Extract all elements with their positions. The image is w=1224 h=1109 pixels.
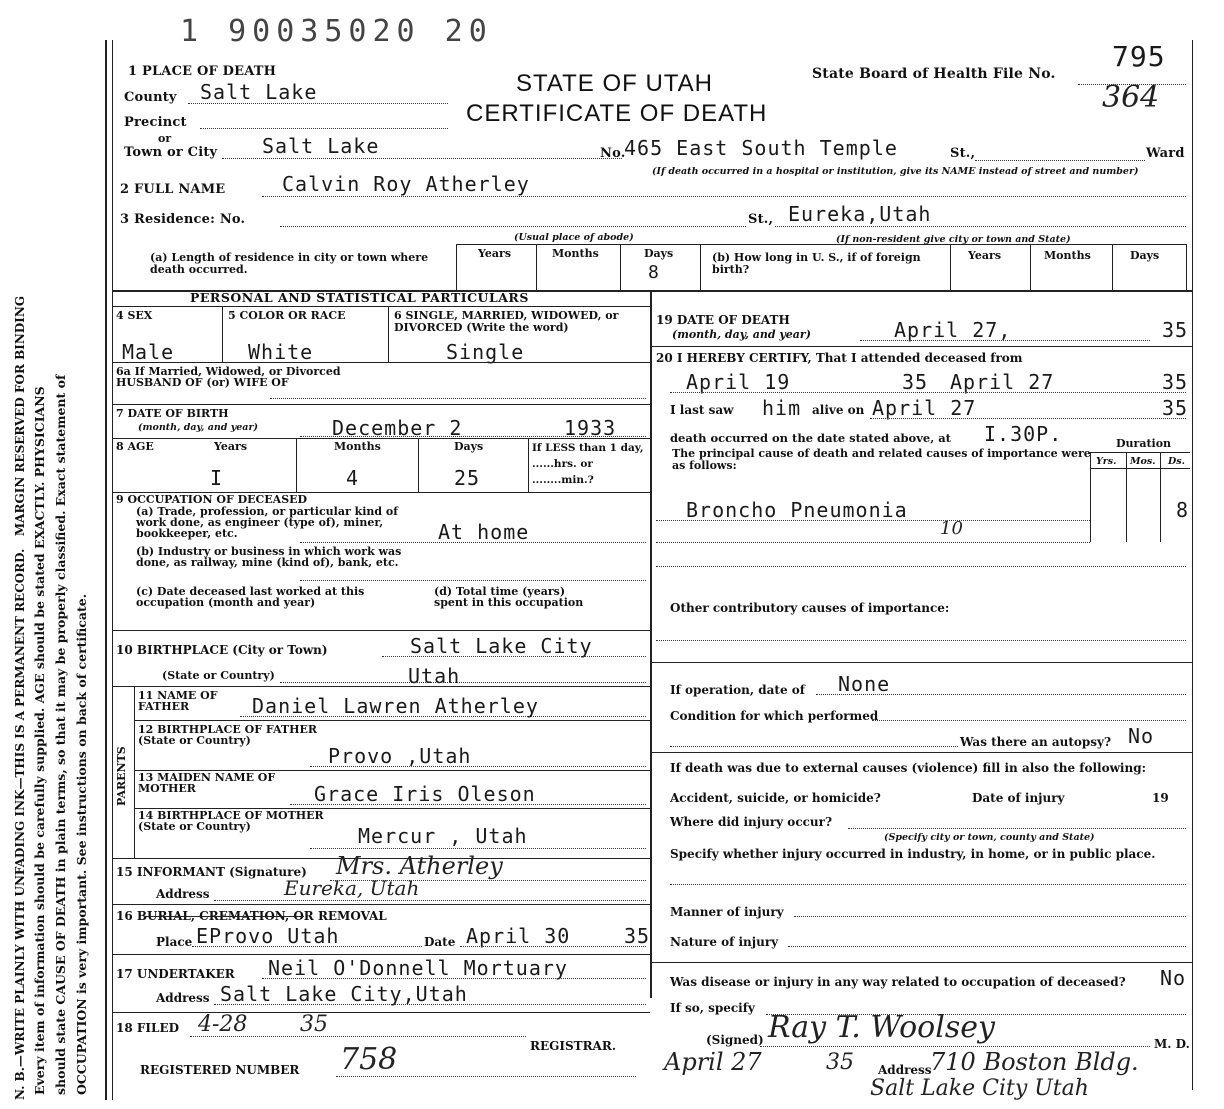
race-value[interactable]: White bbox=[248, 340, 314, 364]
occupation-value[interactable]: At home bbox=[438, 520, 530, 544]
age-months[interactable]: 4 bbox=[346, 466, 360, 490]
alive-on-year[interactable]: 35 bbox=[1162, 396, 1189, 420]
physician-signature[interactable]: Ray T. Woolsey bbox=[768, 1010, 995, 1045]
dob-value[interactable]: December 2 bbox=[332, 416, 463, 440]
filed-date[interactable]: 4-28 bbox=[198, 1012, 248, 1037]
date-of-death[interactable]: April 27, bbox=[894, 318, 1012, 342]
occupation-related-value[interactable]: No bbox=[1160, 966, 1187, 990]
physician-city[interactable]: Salt Lake City Utah bbox=[870, 1076, 1089, 1101]
parents-label: PARENTS bbox=[115, 746, 128, 806]
attended-to[interactable]: April 27 bbox=[950, 370, 1055, 394]
column-divider bbox=[650, 290, 652, 998]
death-year[interactable]: 35 bbox=[1162, 318, 1189, 342]
primary-cause[interactable]: Broncho Pneumonia bbox=[686, 498, 908, 522]
county-label: County bbox=[124, 90, 177, 105]
father-birthplace[interactable]: Provo ,Utah bbox=[328, 744, 472, 768]
margin-instructions-3: OCCUPATION is very important. See instructions on back of certificate. bbox=[74, 593, 89, 1095]
full-name-label: 2 FULL NAME bbox=[120, 182, 226, 197]
hospital-note: (If death occurred in a hospital or institution, give its NAME instead of street and number) bbox=[652, 166, 1139, 177]
personal-heading: PERSONAL AND STATISTICAL PARTICULARS bbox=[190, 290, 529, 305]
margin-rule bbox=[105, 40, 107, 1100]
frame-left bbox=[112, 40, 113, 1100]
foreign-birth-label: (b) How long in U. S., if of foreign birth? bbox=[712, 251, 921, 276]
margin-instructions-2: should state CAUSE OF DEATH in plain terms, so that it may be properly classified. Exact statement of bbox=[53, 374, 68, 1095]
residence-days-value[interactable]: 8 bbox=[648, 262, 660, 283]
street-address[interactable]: 465 East South Temple bbox=[624, 136, 898, 160]
birth-state-value[interactable]: Utah bbox=[408, 664, 461, 688]
sex-value[interactable]: Male bbox=[122, 340, 175, 364]
county-value[interactable]: Salt Lake bbox=[200, 80, 318, 104]
father-name[interactable]: Daniel Lawren Atherley bbox=[252, 694, 539, 718]
age-years[interactable]: I bbox=[210, 466, 224, 490]
full-name-value[interactable]: Calvin Roy Atherley bbox=[282, 172, 530, 196]
undertaker-address[interactable]: Salt Lake City,Utah bbox=[220, 982, 468, 1006]
residence-value[interactable]: Eureka,Utah bbox=[788, 202, 932, 226]
birthplace-value[interactable]: Salt Lake City bbox=[410, 634, 593, 658]
length-residence-label: (a) Length of residence in city or town where death occurred. bbox=[150, 251, 429, 276]
physician-address[interactable]: 710 Boston Bldg. bbox=[930, 1048, 1139, 1076]
burial-place[interactable]: EProvo Utah bbox=[196, 924, 340, 948]
cause-code: 10 bbox=[940, 518, 963, 539]
dob-year[interactable]: 1933 bbox=[564, 416, 617, 440]
certificate-title: CERTIFICATE OF DEATH bbox=[466, 100, 768, 127]
town-value[interactable]: Salt Lake bbox=[262, 134, 380, 158]
file-no-label: State Board of Health File No. bbox=[812, 66, 1056, 82]
filed-year[interactable]: 35 bbox=[300, 1012, 328, 1037]
residence-label: 3 Residence: No. bbox=[120, 212, 246, 227]
signature-date[interactable]: April 27 bbox=[664, 1048, 762, 1076]
serial-number: 1 90035020 20 bbox=[180, 14, 493, 49]
state-title: STATE OF UTAH bbox=[516, 70, 713, 97]
frame-right bbox=[1192, 40, 1193, 1090]
file-no-handwritten: 364 bbox=[1102, 80, 1160, 115]
registered-number[interactable]: 758 bbox=[340, 1042, 398, 1077]
attended-to-year[interactable]: 35 bbox=[1162, 370, 1189, 394]
marital-value[interactable]: Single bbox=[446, 340, 525, 364]
cause-duration-days[interactable]: 8 bbox=[1176, 498, 1190, 522]
attended-from-year[interactable]: 35 bbox=[902, 370, 929, 394]
precinct-label: Precinct bbox=[124, 115, 187, 130]
attended-from[interactable]: April 19 bbox=[686, 370, 791, 394]
margin-instructions-1: Every item of information should be carefully supplied. AGE should be stated EXACTLY. PHYSICIANS bbox=[32, 386, 47, 1095]
informant-address[interactable]: Eureka, Utah bbox=[284, 876, 420, 900]
margin-warning: N. B.—WRITE PLAINLY WITH UNFADING INK—THIS IS A PERMANENT RECORD. MARGIN RESERVED FOR BINDING bbox=[13, 295, 27, 1100]
age-days[interactable]: 25 bbox=[454, 466, 481, 490]
informant-signature[interactable]: Mrs. Atherley bbox=[336, 852, 503, 880]
alive-on-date[interactable]: April 27 bbox=[872, 396, 977, 420]
burial-year[interactable]: 35 bbox=[624, 924, 651, 948]
time-of-death[interactable]: I.30P. bbox=[984, 422, 1063, 446]
burial-date[interactable]: April 30 bbox=[466, 924, 571, 948]
autopsy-value[interactable]: No bbox=[1128, 724, 1155, 748]
undertaker-value[interactable]: Neil O'Donnell Mortuary bbox=[268, 956, 568, 980]
last-saw-pronoun[interactable]: him bbox=[762, 396, 802, 420]
operation-value[interactable]: None bbox=[838, 672, 891, 696]
town-label: Town or City bbox=[124, 145, 218, 160]
place-heading: 1 PLACE OF DEATH bbox=[128, 64, 277, 79]
file-no-value: 795 bbox=[1112, 40, 1166, 73]
mother-name[interactable]: Grace Iris Oleson bbox=[314, 782, 536, 806]
signature-year[interactable]: 35 bbox=[826, 1050, 854, 1075]
mother-birthplace[interactable]: Mercur , Utah bbox=[358, 824, 528, 848]
